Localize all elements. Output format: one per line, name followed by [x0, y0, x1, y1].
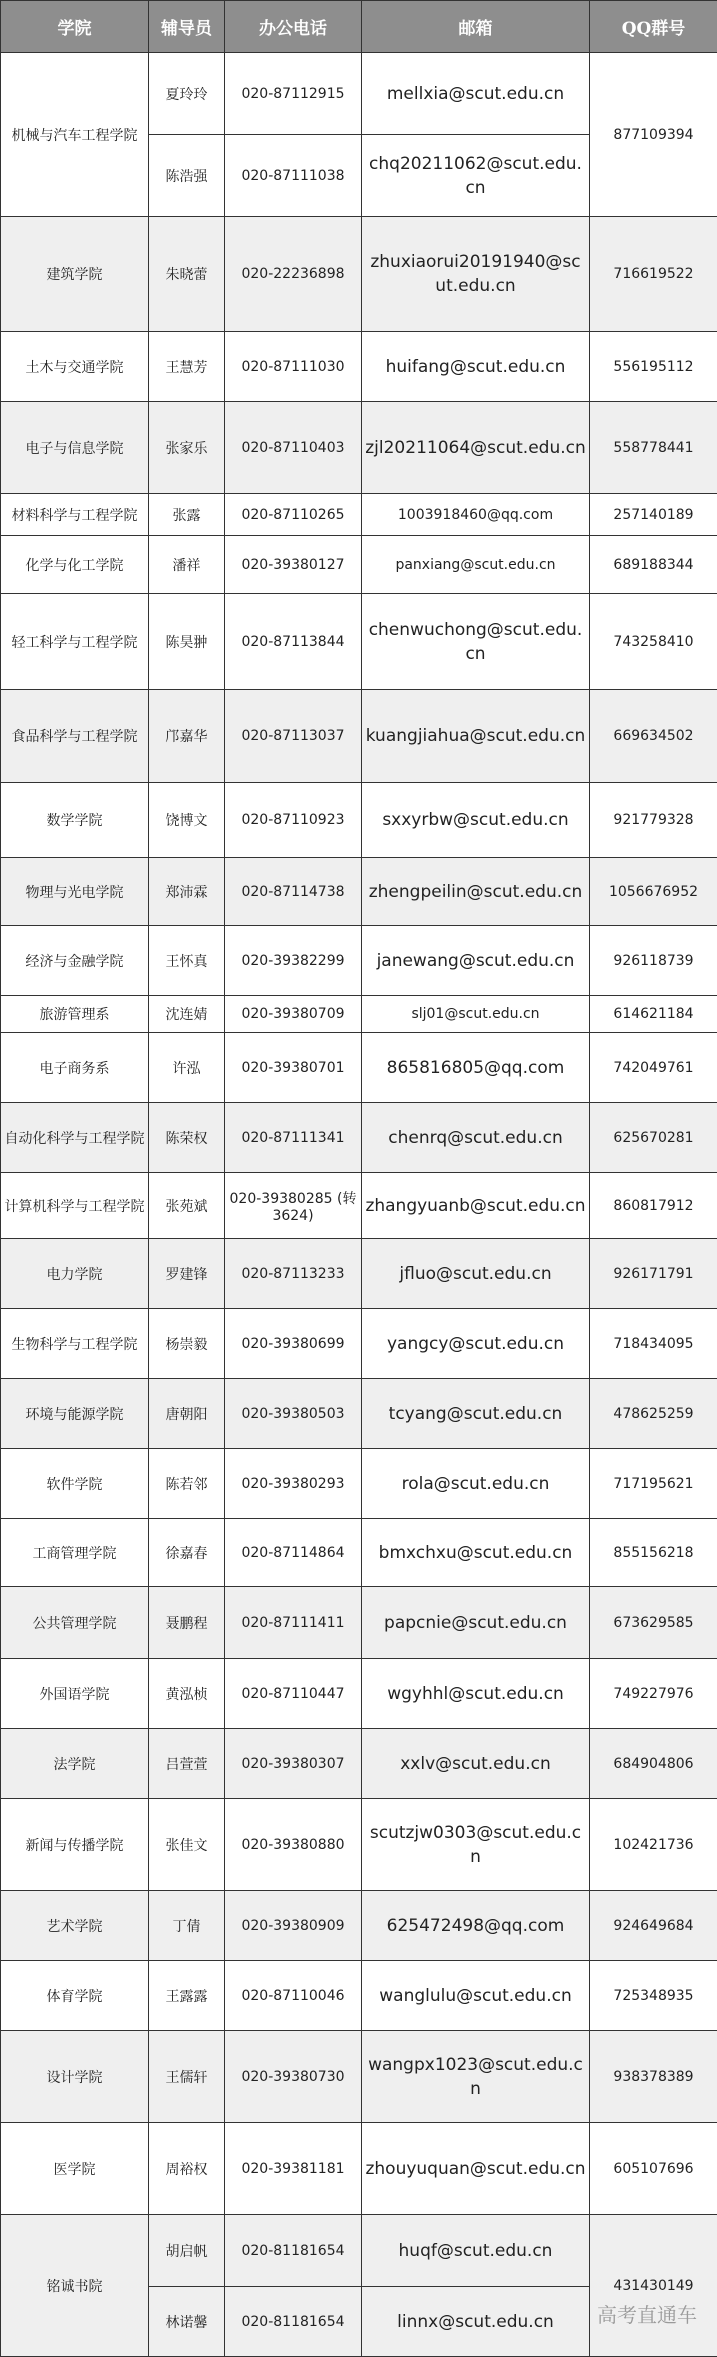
- counselor-cell: 张露: [149, 494, 225, 536]
- table-row: [1, 2031, 717, 2123]
- table-row: [1, 1173, 717, 1239]
- counselor-cell: 夏玲玲: [149, 53, 225, 135]
- table-row: [1, 1659, 717, 1729]
- counselor-cell: 周裕权: [149, 2123, 225, 2215]
- counselor-cell: 陈荣权: [149, 1103, 225, 1173]
- table-row: [1, 690, 717, 783]
- table-body: [1, 53, 717, 2357]
- phone-cell: 020-87111341: [225, 1103, 362, 1173]
- table-row: [1, 217, 717, 332]
- header-college: 学院: [1, 1, 149, 53]
- college-cell: 经济与金融学院: [1, 926, 149, 996]
- college-cell: 材料科学与工程学院: [1, 494, 149, 536]
- qq-cell: 431430149: [590, 2215, 717, 2357]
- college-cell: 建筑学院: [1, 217, 149, 332]
- table-row: [1, 594, 717, 690]
- college-cell: 艺术学院: [1, 1891, 149, 1961]
- phone-cell: 020-87113233: [225, 1239, 362, 1309]
- table-row: [1, 1519, 717, 1587]
- table-row: [1, 494, 717, 536]
- phone-cell: 020-39380127: [225, 536, 362, 594]
- qq-cell: 938378389: [590, 2031, 717, 2123]
- email-cell[interactable]: yangcy@scut.edu.cn: [362, 1309, 590, 1379]
- counselor-cell: 潘祥: [149, 536, 225, 594]
- counselor-cell: 吕萱萱: [149, 1729, 225, 1799]
- qq-cell: 689188344: [590, 536, 717, 594]
- phone-cell: 020-87110447: [225, 1659, 362, 1729]
- email-cell[interactable]: wangpx1023@scut.edu.cn: [362, 2031, 590, 2123]
- email-cell[interactable]: huqf@scut.edu.cn: [362, 2215, 590, 2287]
- phone-cell: 020-39381181: [225, 2123, 362, 2215]
- counselor-cell: 陈若邻: [149, 1449, 225, 1519]
- table-row: [1, 1587, 717, 1659]
- phone-cell: 020-87114864: [225, 1519, 362, 1587]
- email-cell[interactable]: slj01@scut.edu.cn: [362, 996, 590, 1033]
- header-email: 邮箱: [362, 1, 590, 53]
- table-row: [1, 1799, 717, 1891]
- phone-cell: 020-39380503: [225, 1379, 362, 1449]
- qq-cell: 716619522: [590, 217, 717, 332]
- email-cell[interactable]: zhangyuanb@scut.edu.cn: [362, 1173, 590, 1239]
- counselor-cell: 张苑斌: [149, 1173, 225, 1239]
- counselor-cell: 王露露: [149, 1961, 225, 2031]
- qq-cell: 669634502: [590, 690, 717, 783]
- counselor-cell: 林诺馨: [149, 2287, 225, 2357]
- college-cell: 物理与光电学院: [1, 858, 149, 926]
- phone-cell: 020-87110923: [225, 783, 362, 858]
- qq-cell: 742049761: [590, 1033, 717, 1103]
- qq-cell: 614621184: [590, 996, 717, 1033]
- college-cell: 设计学院: [1, 2031, 149, 2123]
- qq-cell: 605107696: [590, 2123, 717, 2215]
- email-cell[interactable]: wanglulu@scut.edu.cn: [362, 1961, 590, 2031]
- email-cell[interactable]: bmxchxu@scut.edu.cn: [362, 1519, 590, 1587]
- counselor-cell: 聂鹏程: [149, 1587, 225, 1659]
- college-cell: 土木与交通学院: [1, 332, 149, 402]
- qq-cell: 924649684: [590, 1891, 717, 1961]
- qq-cell: 102421736: [590, 1799, 717, 1891]
- table-row: [1, 1239, 717, 1309]
- phone-cell: 020-39380701: [225, 1033, 362, 1103]
- email-cell[interactable]: chenrq@scut.edu.cn: [362, 1103, 590, 1173]
- counselor-cell: 饶博文: [149, 783, 225, 858]
- counselor-cell: 杨崇毅: [149, 1309, 225, 1379]
- college-cell: 体育学院: [1, 1961, 149, 2031]
- phone-cell: 020-87110046: [225, 1961, 362, 2031]
- phone-cell: 020-39380909: [225, 1891, 362, 1961]
- college-cell: 电力学院: [1, 1239, 149, 1309]
- counselor-cell: 王怀真: [149, 926, 225, 996]
- college-cell: 旅游管理系: [1, 996, 149, 1033]
- table-row: [1, 2215, 717, 2287]
- table-row: [1, 536, 717, 594]
- table-row: [1, 1891, 717, 1961]
- counselor-cell: 徐嘉春: [149, 1519, 225, 1587]
- qq-cell: 478625259: [590, 1379, 717, 1449]
- phone-cell: 020-39380307: [225, 1729, 362, 1799]
- counselor-cell: 陈昊翀: [149, 594, 225, 690]
- email-cell[interactable]: zjl20211064@scut.edu.cn: [362, 402, 590, 494]
- table-row: [1, 1379, 717, 1449]
- counselor-cell: 胡启帆: [149, 2215, 225, 2287]
- phone-cell: 020-39380699: [225, 1309, 362, 1379]
- qq-cell: 625670281: [590, 1103, 717, 1173]
- header-counselor: 辅导员: [149, 1, 225, 53]
- email-cell[interactable]: 865816805@qq.com: [362, 1033, 590, 1103]
- phone-cell: 020-39380880: [225, 1799, 362, 1891]
- qq-cell: 877109394: [590, 53, 717, 217]
- college-cell: 机械与汽车工程学院: [1, 53, 149, 217]
- table-row: [1, 1449, 717, 1519]
- college-cell: 食品科学与工程学院: [1, 690, 149, 783]
- email-cell[interactable]: linnx@scut.edu.cn: [362, 2287, 590, 2357]
- phone-cell: 020-87111411: [225, 1587, 362, 1659]
- table-row: [1, 1729, 717, 1799]
- qq-cell: 725348935: [590, 1961, 717, 2031]
- email-cell[interactable]: 625472498@qq.com: [362, 1891, 590, 1961]
- qq-cell: 860817912: [590, 1173, 717, 1239]
- counselor-cell: 许泓: [149, 1033, 225, 1103]
- table-row: [1, 1103, 717, 1173]
- header-qq: QQ群号: [590, 1, 717, 53]
- college-cell: 环境与能源学院: [1, 1379, 149, 1449]
- counselor-cell: 邝嘉华: [149, 690, 225, 783]
- counselor-cell: 陈浩强: [149, 135, 225, 217]
- qq-cell: 1056676952: [590, 858, 717, 926]
- phone-cell: 020-87110265: [225, 494, 362, 536]
- table-row: [1, 1033, 717, 1103]
- phone-cell: 020-87114738: [225, 858, 362, 926]
- phone-cell: 020-39382299: [225, 926, 362, 996]
- qq-cell: 743258410: [590, 594, 717, 690]
- phone-cell: 020-87113844: [225, 594, 362, 690]
- email-cell[interactable]: 1003918460@qq.com: [362, 494, 590, 536]
- email-cell[interactable]: papcnie@scut.edu.cn: [362, 1587, 590, 1659]
- college-cell: 计算机科学与工程学院: [1, 1173, 149, 1239]
- table-row: [1, 1309, 717, 1379]
- table-row: [1, 996, 717, 1033]
- email-cell[interactable]: huifang@scut.edu.cn: [362, 332, 590, 402]
- email-cell[interactable]: sxxyrbw@scut.edu.cn: [362, 783, 590, 858]
- phone-cell: 020-87111038: [225, 135, 362, 217]
- college-cell: 软件学院: [1, 1449, 149, 1519]
- email-cell[interactable]: kuangjiahua@scut.edu.cn: [362, 690, 590, 783]
- college-cell: 法学院: [1, 1729, 149, 1799]
- college-cell: 工商管理学院: [1, 1519, 149, 1587]
- college-cell: 医学院: [1, 2123, 149, 2215]
- phone-cell: 020-87111030: [225, 332, 362, 402]
- college-cell: 公共管理学院: [1, 1587, 149, 1659]
- table-row: [1, 2123, 717, 2215]
- qq-cell: 717195621: [590, 1449, 717, 1519]
- college-cell: 生物科学与工程学院: [1, 1309, 149, 1379]
- qq-cell: 926118739: [590, 926, 717, 996]
- phone-cell: 020-22236898: [225, 217, 362, 332]
- qq-cell: 257140189: [590, 494, 717, 536]
- college-cell: 轻工科学与工程学院: [1, 594, 149, 690]
- college-cell: 铭诚书院: [1, 2215, 149, 2357]
- email-cell[interactable]: scutzjw0303@scut.edu.cn: [362, 1799, 590, 1891]
- college-cell: 新闻与传播学院: [1, 1799, 149, 1891]
- email-cell[interactable]: zhuxiaorui20191940@scut.edu.cn: [362, 217, 590, 332]
- email-cell[interactable]: chq20211062@scut.edu.cn: [362, 135, 590, 217]
- counselor-cell: 王慧芳: [149, 332, 225, 402]
- qq-cell: 556195112: [590, 332, 717, 402]
- qq-cell: 684904806: [590, 1729, 717, 1799]
- email-cell[interactable]: janewang@scut.edu.cn: [362, 926, 590, 996]
- watermark: 高考直通车: [597, 2299, 697, 2328]
- counselor-cell: 朱晓蕾: [149, 217, 225, 332]
- email-cell[interactable]: chenwuchong@scut.edu.cn: [362, 594, 590, 690]
- phone-cell: 020-39380709: [225, 996, 362, 1033]
- phone-cell: 020-87110403: [225, 402, 362, 494]
- college-cell: 数学学院: [1, 783, 149, 858]
- table-row: [1, 53, 717, 135]
- counselor-cell: 唐朝阳: [149, 1379, 225, 1449]
- qq-cell: 855156218: [590, 1519, 717, 1587]
- counselor-cell: 郑沛霖: [149, 858, 225, 926]
- qq-cell: 558778441: [590, 402, 717, 494]
- table-row: [1, 332, 717, 402]
- table-row: [1, 926, 717, 996]
- email-cell[interactable]: zhouyuquan@scut.edu.cn: [362, 2123, 590, 2215]
- counselor-cell: 沈连婧: [149, 996, 225, 1033]
- phone-cell: 020-39380730: [225, 2031, 362, 2123]
- qq-cell: 921779328: [590, 783, 717, 858]
- email-cell[interactable]: wgyhhl@scut.edu.cn: [362, 1659, 590, 1729]
- phone-cell: 020-87113037: [225, 690, 362, 783]
- counselor-cell: 王儒轩: [149, 2031, 225, 2123]
- college-cell: 外国语学院: [1, 1659, 149, 1729]
- email-cell[interactable]: panxiang@scut.edu.cn: [362, 536, 590, 594]
- header-phone: 办公电话: [225, 1, 362, 53]
- qq-cell: 749227976: [590, 1659, 717, 1729]
- email-cell[interactable]: zhengpeilin@scut.edu.cn: [362, 858, 590, 926]
- email-cell[interactable]: rola@scut.edu.cn: [362, 1449, 590, 1519]
- table-row: [1, 858, 717, 926]
- email-cell[interactable]: mellxia@scut.edu.cn: [362, 53, 590, 135]
- counselor-cell: 张家乐: [149, 402, 225, 494]
- qq-cell: 718434095: [590, 1309, 717, 1379]
- counselor-cell: 张佳文: [149, 1799, 225, 1891]
- table-row: [1, 402, 717, 494]
- header-row: [1, 1, 717, 53]
- counselor-cell: 黄泓桢: [149, 1659, 225, 1729]
- college-cell: 电子商务系: [1, 1033, 149, 1103]
- phone-cell: 020-39380285 (转3624): [225, 1173, 362, 1239]
- college-cell: 自动化科学与工程学院: [1, 1103, 149, 1173]
- table-row: [1, 783, 717, 858]
- college-cell: 化学与化工学院: [1, 536, 149, 594]
- phone-cell: 020-81181654: [225, 2215, 362, 2287]
- qq-cell: 673629585: [590, 1587, 717, 1659]
- college-cell: 电子与信息学院: [1, 402, 149, 494]
- email-cell[interactable]: jfluo@scut.edu.cn: [362, 1239, 590, 1309]
- qq-cell: 926171791: [590, 1239, 717, 1309]
- email-cell[interactable]: tcyang@scut.edu.cn: [362, 1379, 590, 1449]
- table-row: [1, 1961, 717, 2031]
- email-cell[interactable]: xxlv@scut.edu.cn: [362, 1729, 590, 1799]
- phone-cell: 020-87112915: [225, 53, 362, 135]
- phone-cell: 020-39380293: [225, 1449, 362, 1519]
- counselor-cell: 罗建锋: [149, 1239, 225, 1309]
- phone-cell: 020-81181654: [225, 2287, 362, 2357]
- counselor-cell: 丁倩: [149, 1891, 225, 1961]
